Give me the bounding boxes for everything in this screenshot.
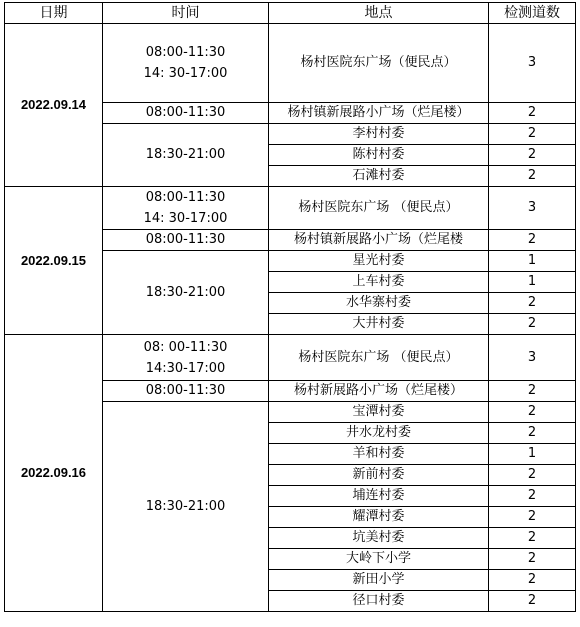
- date-cell: 2022.09.16: [5, 335, 103, 612]
- count-cell: 2: [489, 465, 576, 486]
- location-cell: 羊和村委: [269, 444, 489, 465]
- time-range: 14: 30-17:00: [143, 211, 228, 226]
- location-cell: 石滩村委: [269, 166, 489, 187]
- location-cell: 宝潭村委: [269, 402, 489, 423]
- count-cell: 2: [489, 570, 576, 591]
- count-cell: 2: [489, 591, 576, 612]
- location-cell: 埔连村委: [269, 486, 489, 507]
- location-cell: 新前村委: [269, 465, 489, 486]
- time-range: 14:30-17:00: [145, 360, 226, 376]
- count-cell: 1: [489, 251, 576, 272]
- time-range: 08:00-11:30: [145, 190, 226, 205]
- location-cell: 李村村委: [269, 124, 489, 145]
- count-cell: 2: [489, 528, 576, 549]
- header-date: 日期: [5, 3, 103, 24]
- time-cell: [103, 24, 269, 103]
- header-location: 地点: [269, 3, 489, 24]
- time-cell: 18:30-21:00: [103, 251, 269, 335]
- location-cell: 星光村委: [269, 251, 489, 272]
- count-cell: 2: [489, 549, 576, 570]
- table-row: [5, 24, 576, 103]
- header-row: [5, 3, 576, 24]
- location-cell: 水华寨村委: [269, 293, 489, 314]
- time-cell: [103, 335, 269, 381]
- location-cell: 杨村新展路小广场（烂尾楼）: [269, 381, 489, 402]
- location-cell: 大岭下小学: [269, 549, 489, 570]
- time-range: 08: 00-11:30: [143, 339, 228, 355]
- time-cell: 08:00-11:30: [103, 103, 269, 124]
- location-cell: 上车村委: [269, 272, 489, 293]
- count-cell: 2: [489, 293, 576, 314]
- count-cell: 2: [489, 423, 576, 444]
- location-cell: 陈村村委: [269, 145, 489, 166]
- time-cell: 18:30-21:00: [103, 124, 269, 187]
- count-cell: 2: [489, 103, 576, 124]
- location-cell: 大井村委: [269, 314, 489, 335]
- date-cell: 2022.09.15: [5, 187, 103, 335]
- header-time: 时间: [103, 3, 269, 24]
- count-cell: 2: [489, 230, 576, 251]
- schedule-table: [4, 2, 576, 612]
- location-cell: 杨村医院东广场 （便民点）: [269, 187, 489, 230]
- count-cell: 2: [489, 145, 576, 166]
- time-cell: 08:00-11:30: [103, 381, 269, 402]
- count-cell: 2: [489, 486, 576, 507]
- date-cell: 2022.09.14: [5, 24, 103, 187]
- location-cell: 杨村医院东广场（便民点）: [269, 24, 489, 103]
- time-cell: 08:00-11:30: [103, 230, 269, 251]
- location-cell: 径口村委: [269, 591, 489, 612]
- count-cell: 1: [489, 272, 576, 293]
- count-cell: 2: [489, 381, 576, 402]
- time-range: 08:00-11:30: [145, 45, 226, 60]
- count-cell: 3: [489, 24, 576, 103]
- count-cell: 2: [489, 507, 576, 528]
- count-cell: 2: [489, 314, 576, 335]
- time-range: 14: 30-17:00: [143, 66, 228, 81]
- count-cell: 2: [489, 402, 576, 423]
- count-cell: 3: [489, 187, 576, 230]
- count-cell: 3: [489, 335, 576, 381]
- table-row: [5, 187, 576, 230]
- location-cell: 井水龙村委: [269, 423, 489, 444]
- time-cell: [103, 187, 269, 230]
- location-cell: 耀潭村委: [269, 507, 489, 528]
- location-cell: 杨村医院东广场 （便民点）: [269, 335, 489, 381]
- time-cell: 18:30-21:00: [103, 402, 269, 612]
- location-cell: 杨村镇新展路小广场（烂尾楼）: [269, 103, 489, 124]
- location-cell: 新田小学: [269, 570, 489, 591]
- header-lane-count: 检测道数: [489, 3, 576, 24]
- table-row: [5, 335, 576, 381]
- count-cell: 2: [489, 166, 576, 187]
- count-cell: 1: [489, 444, 576, 465]
- location-cell: 杨村镇新展路小广场（烂尾楼: [269, 230, 489, 251]
- location-cell: 坑美村委: [269, 528, 489, 549]
- count-cell: 2: [489, 124, 576, 145]
